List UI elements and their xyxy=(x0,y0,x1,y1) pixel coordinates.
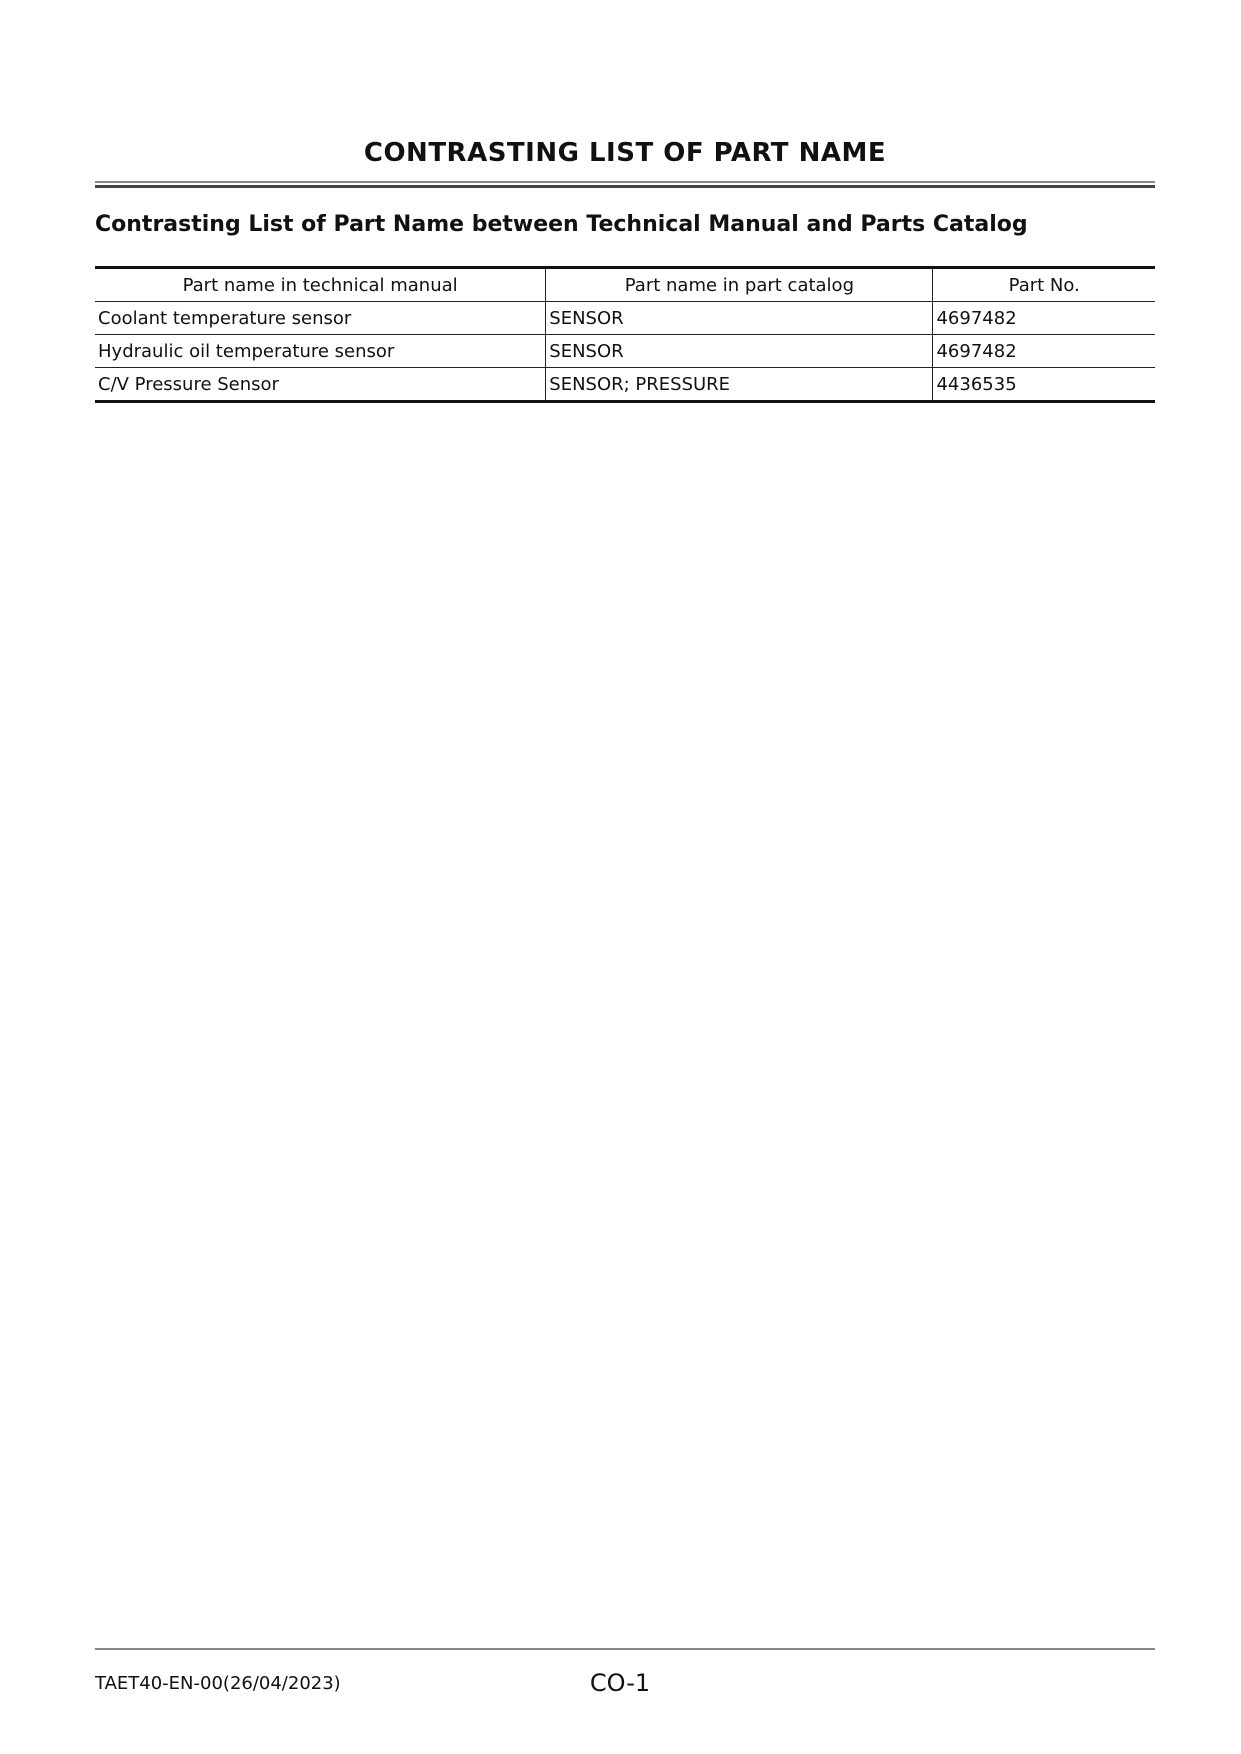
title-divider xyxy=(95,181,1155,183)
cell-part-name-manual: C/V Pressure Sensor xyxy=(95,368,546,402)
table-row xyxy=(95,335,1155,368)
footer-divider xyxy=(95,1648,1155,1650)
cell-part-name-catalog: SENSOR xyxy=(546,335,933,368)
cell-part-name-manual: Hydraulic oil temperature sensor xyxy=(95,335,546,368)
header-part-no: Part No. xyxy=(933,268,1155,302)
header-part-name-catalog: Part name in part catalog xyxy=(546,268,933,302)
header-part-name-manual: Part name in technical manual xyxy=(95,268,546,302)
section-heading: Contrasting List of Part Name between Technical Manual and Parts Catalog xyxy=(95,212,1028,237)
table-header-row xyxy=(95,268,1155,302)
cell-part-name-catalog: SENSOR; PRESSURE xyxy=(546,368,933,402)
footer-document-code: TAET40-EN-00(26/04/2023) xyxy=(95,1673,341,1694)
cell-part-no: 4436535 xyxy=(933,368,1155,402)
title-divider-thick xyxy=(95,185,1155,188)
cell-part-no: 4697482 xyxy=(933,335,1155,368)
cell-part-name-catalog: SENSOR xyxy=(546,302,933,335)
table-row xyxy=(95,368,1155,402)
table-row xyxy=(95,302,1155,335)
page-title: CONTRASTING LIST OF PART NAME xyxy=(363,138,887,168)
cell-part-name-manual: Coolant temperature sensor xyxy=(95,302,546,335)
parts-contrast-table xyxy=(95,266,1155,403)
page-number: CO-1 xyxy=(589,1669,651,1697)
cell-part-no: 4697482 xyxy=(933,302,1155,335)
